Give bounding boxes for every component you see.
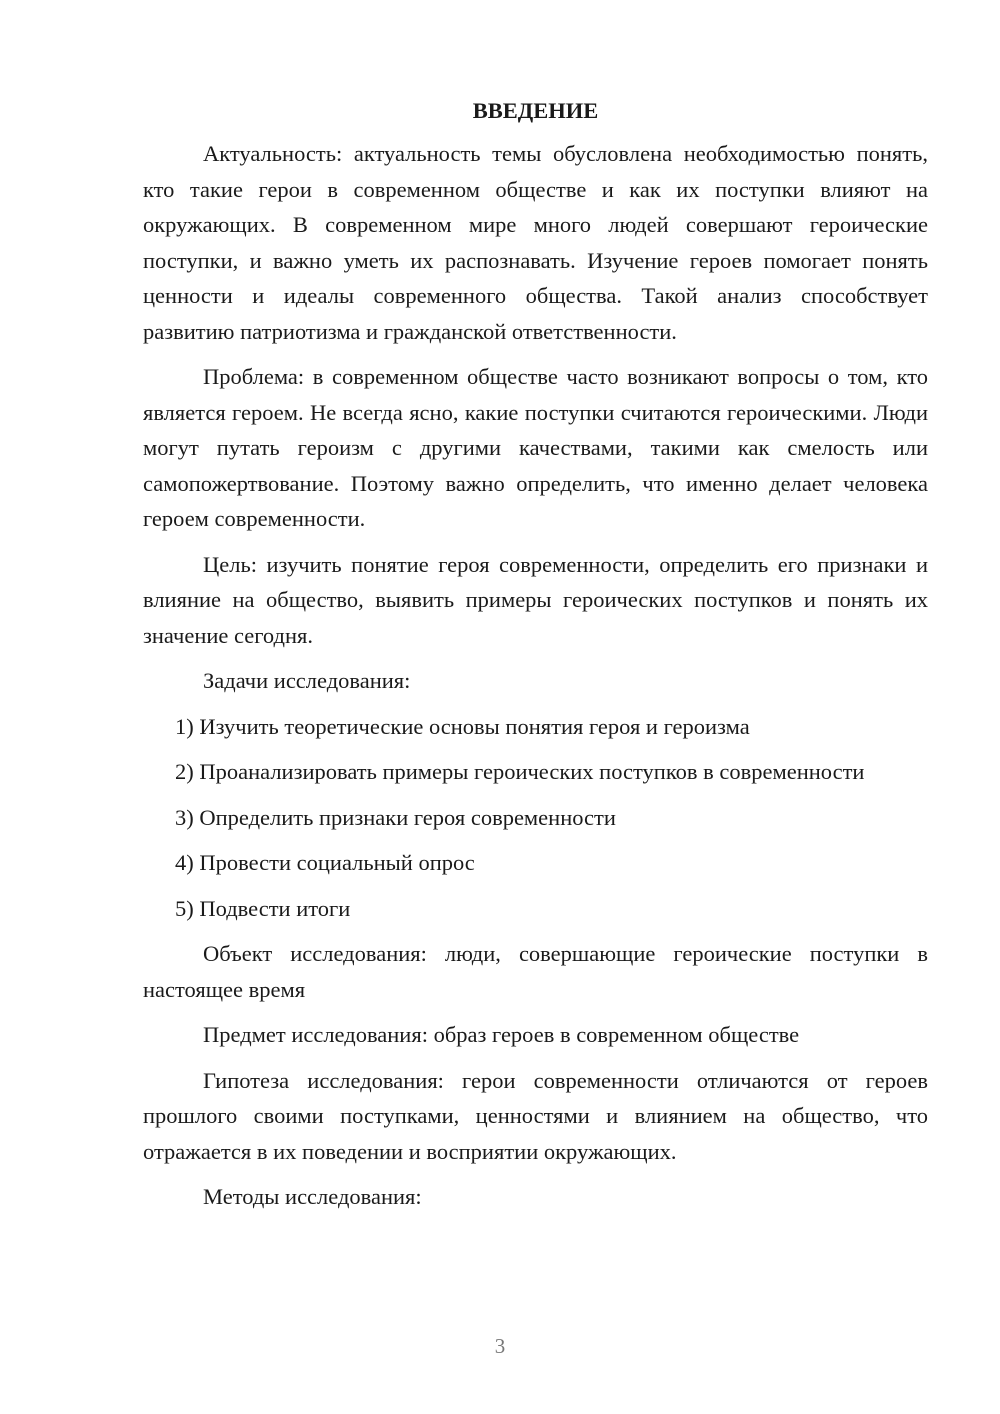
paragraph-tasks-heading: Задачи исследования:: [203, 668, 411, 693]
paragraph-object: Объект исследования: люди, совершающие героические поступки в настоящее время: [143, 941, 928, 1002]
paragraph-problem: Проблема: в современном обществе часто возникают вопросы о том, кто является героем. Не всегда ясно, какие поступки считаются героическими. Люди могут путать героизм с другими качествами, такими как смелость или самопожертвование. Поэтому важно определить, что именно делает человека героем современности.: [143, 364, 928, 531]
paragraph-hypothesis: Гипотеза исследования: герои современности отличаются от героев прошлого своими поступками, ценностями и влиянием на общество, что отражается в их поведении и восприятии окружающих.: [143, 1067, 928, 1164]
task-item-4: 4) Провести социальный опрос: [175, 850, 475, 875]
paragraph-relevance: Актуальность: актуальность темы обусловлена необходимостью понять, кто такие герои в современном обществе и как их поступки влияют на окружающих. В современном мире много людей совершают героические поступки, и важно уметь их распознавать. Изучение героев помогает понять ценности и идеалы современного общества. Такой анализ способствует развитию патриотизма и гражданской ответственности.: [143, 141, 928, 344]
task-item-3: 3) Определить признаки героя современности: [175, 804, 616, 830]
task-item-5: 5) Подвести итоги: [175, 895, 351, 921]
paragraph-methods: Методы исследования:: [203, 1184, 422, 1209]
task-item-1: 1) Изучить теоретические основы понятия героя и героизма: [175, 713, 750, 739]
page-content: [143, 96, 928, 1225]
paragraph-subject: Предмет исследования: образ героев в современном обществе: [203, 1022, 800, 1047]
paragraph-goal: Цель: изучить понятие героя современности, определить его признаки и влияние на общество, выявить примеры героических поступков и понять их значение сегодня.: [143, 551, 928, 648]
task-item-2: 2) Проанализировать примеры героических поступков в современности: [175, 759, 865, 784]
section-heading: ВВЕДЕНИЕ: [472, 98, 599, 123]
page-number: 3: [494, 1334, 506, 1358]
